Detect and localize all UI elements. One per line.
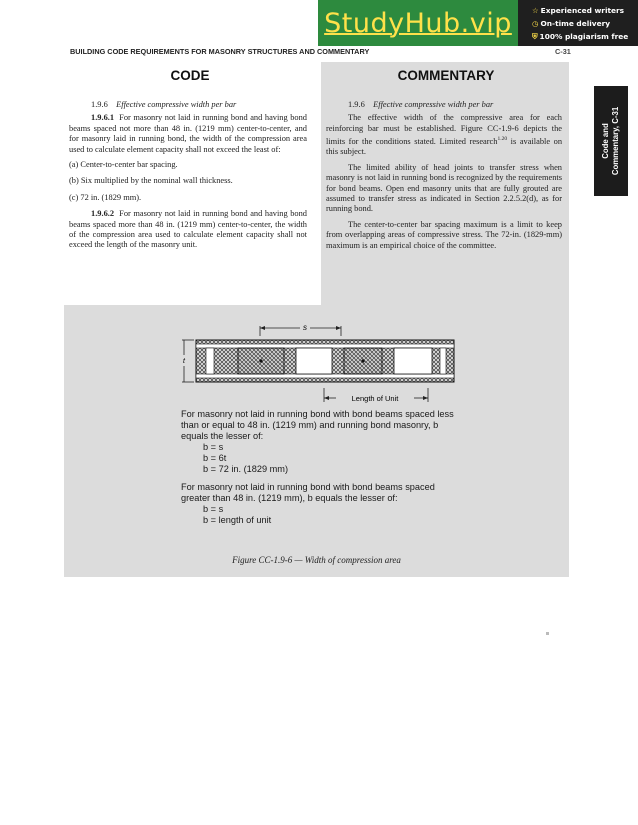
equation: b = 6t <box>203 453 227 464</box>
figure-caption: Figure CC-1.9-6 — Width of compression area <box>232 555 401 565</box>
side-tab <box>594 86 628 196</box>
equation: b = 72 in. (1829 mm) <box>203 464 289 475</box>
label-t: t <box>183 358 185 365</box>
feature-item <box>532 30 638 43</box>
side-tab-line: Commentary, C-31 <box>611 106 621 176</box>
paragraph-text: The effective width of the compressive area for each reinforcing bar must be established. Figure CC-1.9-6 depicts the limits for the conditions stated. Limited research <box>326 113 562 147</box>
feature-label: 100% plagiarism free <box>539 31 629 41</box>
figure-paragraph: For masonry not laid in running bond with bond beams spaced greater than 48 in. (1219 mm), b equals the lesser of: <box>181 481 435 503</box>
equation: b = s <box>203 503 224 514</box>
label-s: s <box>303 323 307 332</box>
commentary-heading: COMMENTARY <box>397 68 495 83</box>
code-paragraph <box>69 209 307 251</box>
section-heading <box>69 100 307 110</box>
feature-label: Experienced writers <box>540 5 625 15</box>
feature-label: On-time delivery <box>540 18 611 28</box>
length-of-unit-label: Length of Unit <box>351 394 399 403</box>
commentary-paragraph: The limited ability of head joints to transfer stress when masonry is not laid in running bond is recognized by the requirements for bond beams. Open end masonry units that are fully grouted are assumed to transfer stress as indicated in Section 2.2.5.2(d), as for running bond. <box>326 162 562 214</box>
list-item: (b) Six multiplied by the nominal wall thickness. <box>69 176 233 186</box>
reinforcing-bar <box>361 359 364 362</box>
code-column <box>69 100 307 256</box>
paragraph-text: is available on this subject. <box>326 137 563 157</box>
scan-speck <box>546 632 549 635</box>
studyhub-features-panel <box>518 0 638 46</box>
section-heading <box>326 100 562 110</box>
wall-plan <box>196 340 454 382</box>
commentary-column <box>326 100 562 256</box>
reinforcing-bar <box>259 359 262 362</box>
paragraph-text: For masonry not laid in running bond and having bond beams spaced not more than 48 in. (1219 mm) center-to-center, and for masonry laid in running bond, the width of the compression area used to calculate element capacity shall not exceed the least of: <box>69 113 307 154</box>
dimension-s <box>260 323 341 336</box>
side-tab-line: Code and <box>601 123 611 159</box>
running-header: BUILDING CODE REQUIREMENTS FOR MASONRY STRUCTURES AND COMMENTARY <box>70 47 370 56</box>
section-title: Effective compressive width per bar <box>373 100 494 109</box>
code-paragraph <box>69 113 307 155</box>
paragraph-number: 1.9.6.1 <box>91 113 115 123</box>
code-heading: CODE <box>170 68 210 83</box>
studyhub-banner[interactable] <box>318 0 518 46</box>
list-item: (a) Center-to-center bar spacing. <box>69 160 178 170</box>
shield-icon: ⛨ <box>532 31 538 41</box>
equation: b = length of unit <box>203 514 272 525</box>
commentary-paragraph: The center-to-center bar spacing maximum is a limit to keep from overlapping areas of compressive stress. The 72-in. (1829-mm) maximum is an empirical choice of the committee. <box>326 219 562 250</box>
star-icon: ☆ <box>532 5 539 15</box>
paragraph-text: For masonry not laid in running bond and having bond beams spaced more than 48 in. (1219 mm) center-to-center, the width of the compression area used to calculate element capacity shall not exceed the length of the masonry unit. <box>69 209 307 250</box>
paragraph-number: 1.9.6.2 <box>91 209 115 219</box>
page-number: C-31 <box>555 47 571 56</box>
list-item: (c) 72 in. (1829 mm). <box>69 192 142 202</box>
figure-text <box>181 409 461 526</box>
clock-icon: ◷ <box>532 18 539 28</box>
commentary-paragraph <box>326 113 562 157</box>
section-title: Effective compressive width per bar <box>116 100 237 109</box>
side-tab-label <box>601 107 621 175</box>
equation: b = s <box>203 442 224 453</box>
figure-paragraph: For masonry not laid in running bond with bond beams spaced less than or equal to 48 in. (1219 mm) and running bond masonry, b equals the lesser of: <box>181 409 454 442</box>
masonry-wall-plan-diagram <box>178 318 468 406</box>
dimension-length-of-unit <box>324 388 428 403</box>
feature-item <box>532 17 638 30</box>
section-number: 1.9.6 <box>91 100 108 109</box>
reference-superscript: 1.20 <box>497 136 508 143</box>
dimension-t <box>182 340 194 382</box>
studyhub-logo[interactable]: StudyHub.vip <box>324 7 512 39</box>
feature-item <box>532 4 638 17</box>
section-number: 1.9.6 <box>348 100 365 109</box>
